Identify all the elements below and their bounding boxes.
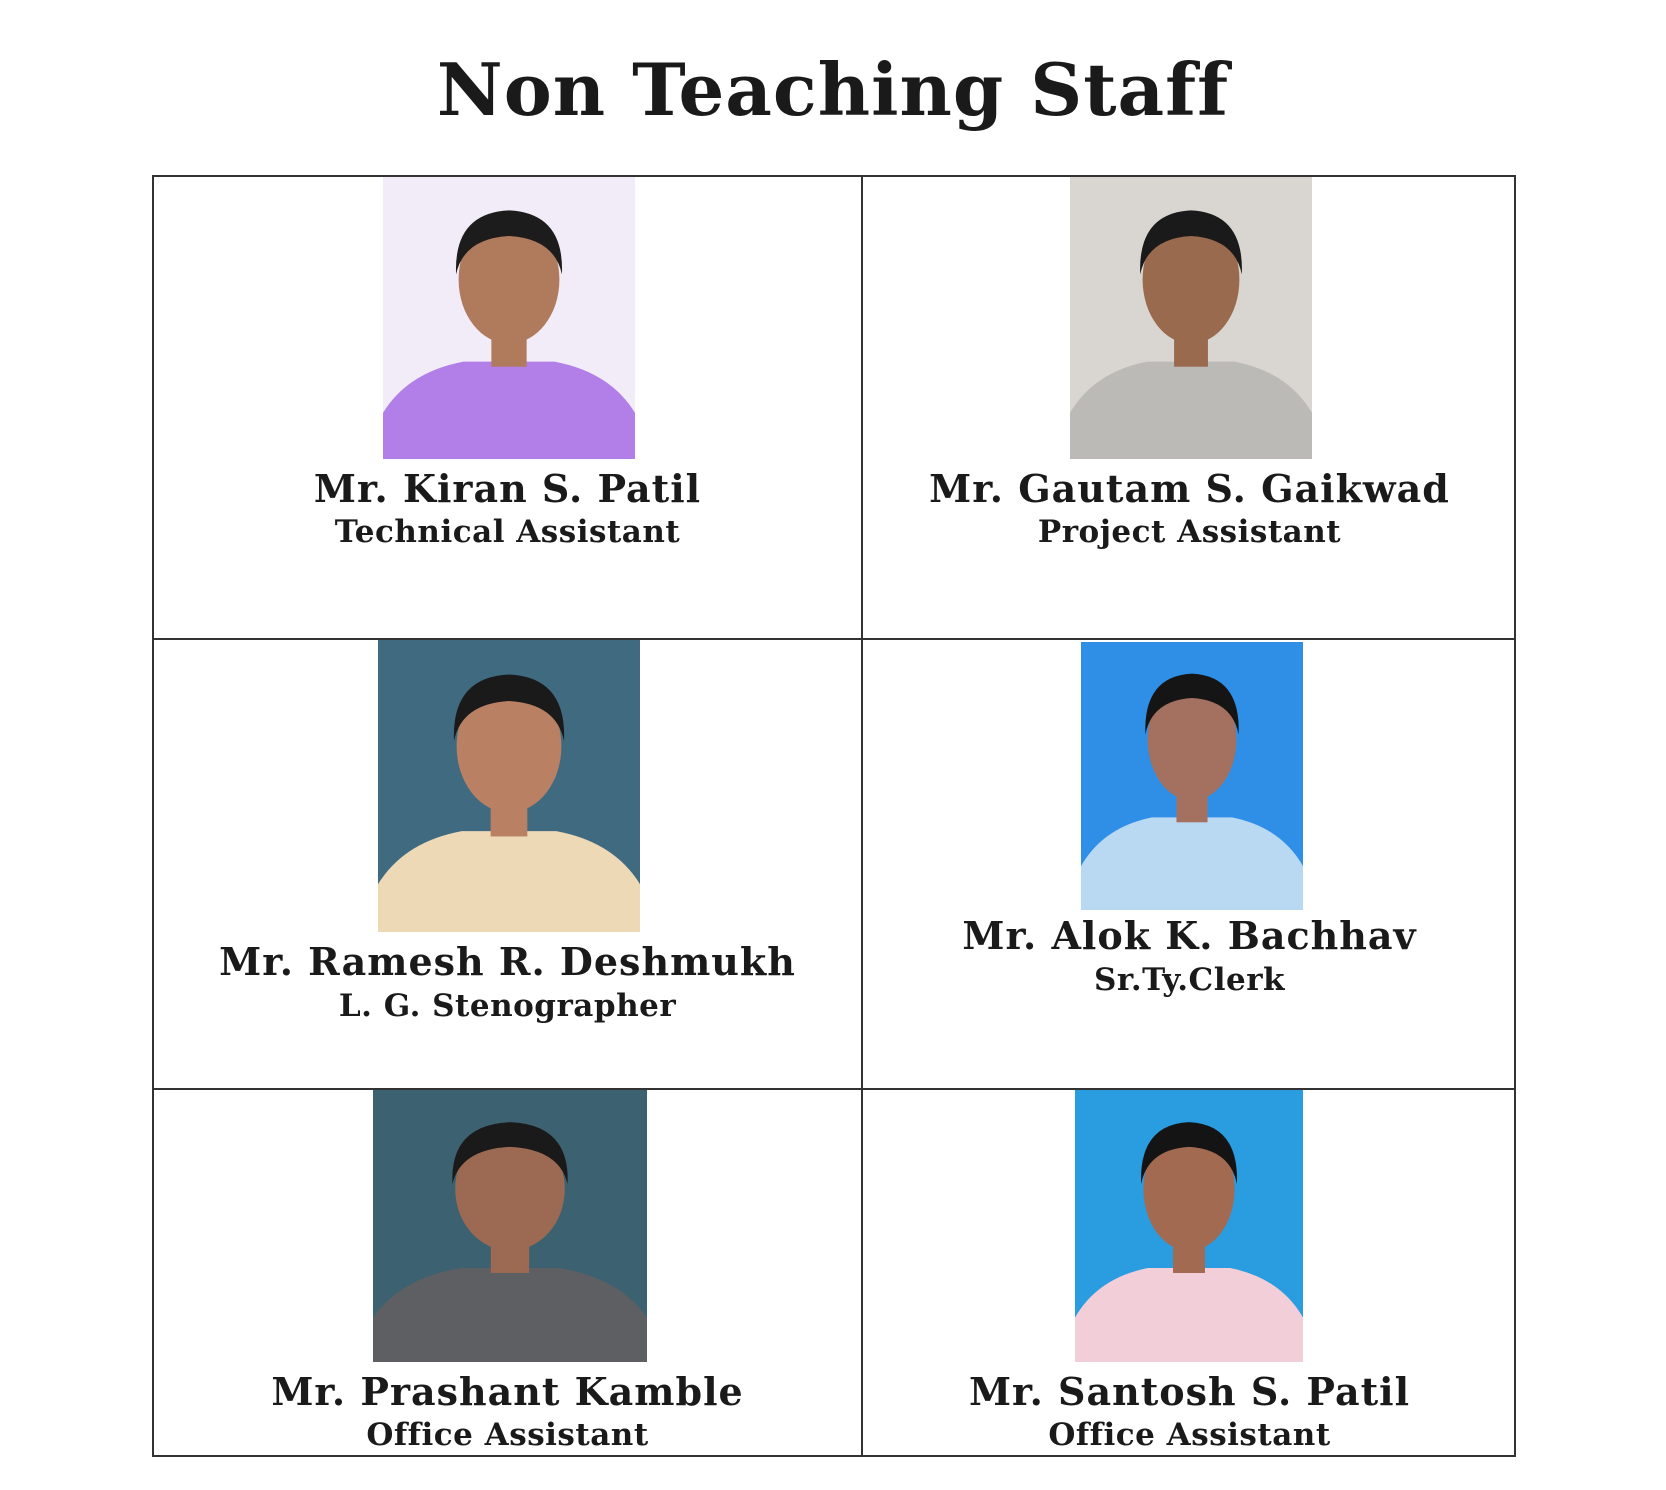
staff-card (154, 640, 861, 1088)
portrait-image (1081, 642, 1303, 910)
staff-name: Mr. Gautam S. Gaikwad (929, 466, 1450, 511)
staff-photo (383, 177, 635, 459)
staff-name: Mr. Kiran S. Patil (313, 466, 702, 511)
staff-photo (1075, 1090, 1303, 1362)
staff-name: Mr. Santosh S. Patil (968, 1369, 1411, 1414)
staff-role: Office Assistant (366, 1417, 649, 1453)
portrait-image (383, 177, 635, 459)
staff-role: Project Assistant (1037, 514, 1342, 550)
staff-role: Sr.Ty.Clerk (1093, 962, 1286, 998)
staff-name: Mr. Alok K. Bachhav (962, 913, 1417, 958)
staff-card (863, 177, 1516, 638)
staff-photo (1070, 177, 1312, 459)
staff-card (863, 640, 1516, 1088)
staff-role: L. G. Stenographer (338, 988, 677, 1024)
staff-photo (378, 640, 640, 932)
staff-photo (1081, 642, 1303, 910)
staff-card (154, 177, 861, 638)
staff-card (863, 1090, 1516, 1457)
staff-role: Office Assistant (1048, 1417, 1331, 1453)
staff-card (154, 1090, 861, 1457)
staff-photo (373, 1090, 647, 1362)
page-title: Non Teaching Staff (436, 47, 1230, 132)
staff-role: Technical Assistant (334, 514, 681, 550)
portrait-image (378, 640, 640, 932)
staff-grid (152, 175, 1516, 1457)
portrait-image (1075, 1090, 1303, 1362)
portrait-image (373, 1090, 647, 1362)
staff-name: Mr. Ramesh R. Deshmukh (219, 939, 796, 984)
staff-name: Mr. Prashant Kamble (271, 1369, 744, 1414)
portrait-image (1070, 177, 1312, 459)
